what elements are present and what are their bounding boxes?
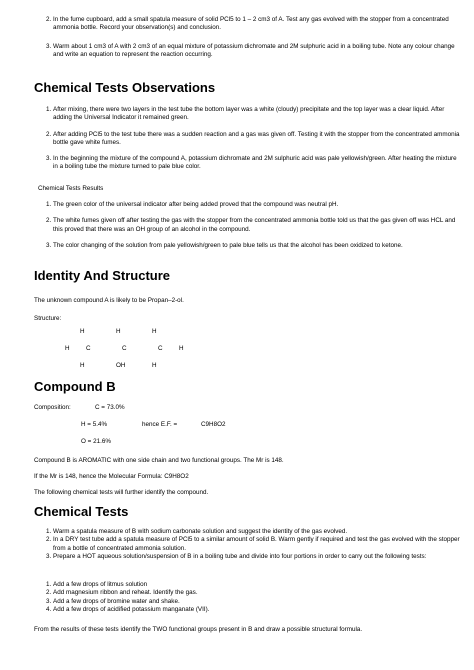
- structure-label: Structure:: [34, 315, 62, 322]
- compound-b-line-3: The following chemical tests will further identify the compound.: [34, 489, 209, 496]
- atom-h: H: [152, 328, 157, 335]
- list-item: 4. Add a few drops of acidified potassium manganate (VII).: [53, 606, 463, 614]
- atom-c: C: [86, 345, 91, 352]
- list-item: 2. In the fume cupboard, add a small spatula measure of solid PCl5 to 1 – 2 cm3 of A. Test any gas evolved with the stopper from a concentrated ammonia bottle. Record your observation(s) and conclusion.: [53, 16, 463, 33]
- atom-c: C: [122, 345, 127, 352]
- list-item: 3. Warm about 1 cm3 of A with 2 cm3 of an equal mixture of potassium dichromate and 2M sulphuric acid in a boiling tube. Note any colour change and write an equation to represent the reaction occurring.: [53, 43, 463, 60]
- atom-h: H: [80, 328, 85, 335]
- list-item: 2. After adding PCl5 to the test tube there was a sudden reaction and a gas was given off. Testing it with the stopper from the concentrated ammonia bottle gave white fumes.: [53, 131, 463, 148]
- list-item: 3. Prepare a HOT aqueous solution/suspension of B in a boiling tube and divide into four portions in order to carry out the following tests:: [53, 553, 463, 561]
- list-item: 1. Add a few drops of litmus solution: [53, 581, 463, 589]
- section-heading-compound-b: Compound B: [34, 379, 116, 394]
- empirical-formula: C9H8O2: [201, 421, 226, 428]
- list-item: 1. After mixing, there were two layers in the test tube the bottom layer was a white (cloudy) precipitate and the top layer was a clear liquid. After adding the Universal Indicator it remained green.: [53, 106, 463, 123]
- carbon-percent: C = 73.0%: [95, 404, 125, 411]
- list-item: 3. The color changing of the solution from pale yellowish/green to pale blue tells us that the alcohol has been oxidized to ketone.: [53, 242, 463, 250]
- atom-h: H: [116, 328, 121, 335]
- ef-label: hence E.F. =: [142, 421, 178, 428]
- atom-h: H: [152, 362, 157, 369]
- composition-block: [0, 402, 474, 452]
- atom-c: C: [158, 345, 163, 352]
- section-heading-observations: Chemical Tests Observations: [34, 80, 216, 95]
- hydroxyl-group: OH: [116, 362, 126, 369]
- section-heading-identity: Identity And Structure: [34, 268, 171, 283]
- list-item: 1. The green color of the universal indicator after being added proved that the compound was neutral pH.: [53, 201, 463, 209]
- hydrogen-percent: H = 5.4%: [81, 421, 108, 428]
- oxygen-percent: O = 21.6%: [81, 438, 111, 445]
- list-item: 1. Warm a spatula measure of B with sodium carbonate solution and suggest the identity of the gas evolved.: [53, 528, 463, 536]
- compound-b-line-1: Compound B is AROMATIC with one side chain and two functional groups. The Mr is 148.: [34, 457, 284, 464]
- results-label: Chemical Tests Results: [38, 185, 104, 192]
- chemical-tests-sublist: [34, 581, 463, 614]
- list-item: 2. The white fumes given off after testing the gas with the stopper from the concentrated ammonia bottle told us that the gas given off was HCL and this proved that there was an OH group of an alcohol in the compound.: [53, 217, 463, 234]
- chemical-tests-list: [34, 528, 463, 561]
- results-list: [34, 201, 463, 250]
- intro-procedure-list: [34, 16, 463, 59]
- atom-h: H: [179, 345, 184, 352]
- compound-b-line-2: If the Mr is 148, hence the Molecular Formula: C9H8O2: [34, 473, 189, 480]
- identity-text: The unknown compound A is likely to be Propan–2-ol.: [34, 297, 184, 304]
- composition-label: Composition:: [34, 404, 71, 411]
- atom-h: H: [80, 362, 85, 369]
- list-item: 3. In the beginning the mixture of the compound A, potassium dichromate and 2M sulphuric acid was pale yellowish/green. After heating the mixture in a boiling tube the mixture turned to pale blue color.: [53, 155, 463, 172]
- section-heading-chemical-tests: Chemical Tests: [34, 504, 129, 519]
- list-item: 2. Add magnesium ribbon and reheat. Identify the gas.: [53, 589, 463, 597]
- list-item: 2. In a DRY test tube add a spatula measure of PCl5 to a similar amount of solid B. Warm gently if required and test the gas evolved with the stopper from a bottle of concentrated ammonia solution.: [53, 536, 463, 553]
- atom-h: H: [65, 345, 70, 352]
- propan-2-ol-structure: [0, 325, 474, 375]
- list-item: 3. Add a few drops of bromine water and shake.: [53, 598, 463, 606]
- observations-list: [34, 106, 463, 172]
- closing-instruction: From the results of these tests identify the TWO functional groups present in B and draw a possible structural formula.: [34, 626, 363, 633]
